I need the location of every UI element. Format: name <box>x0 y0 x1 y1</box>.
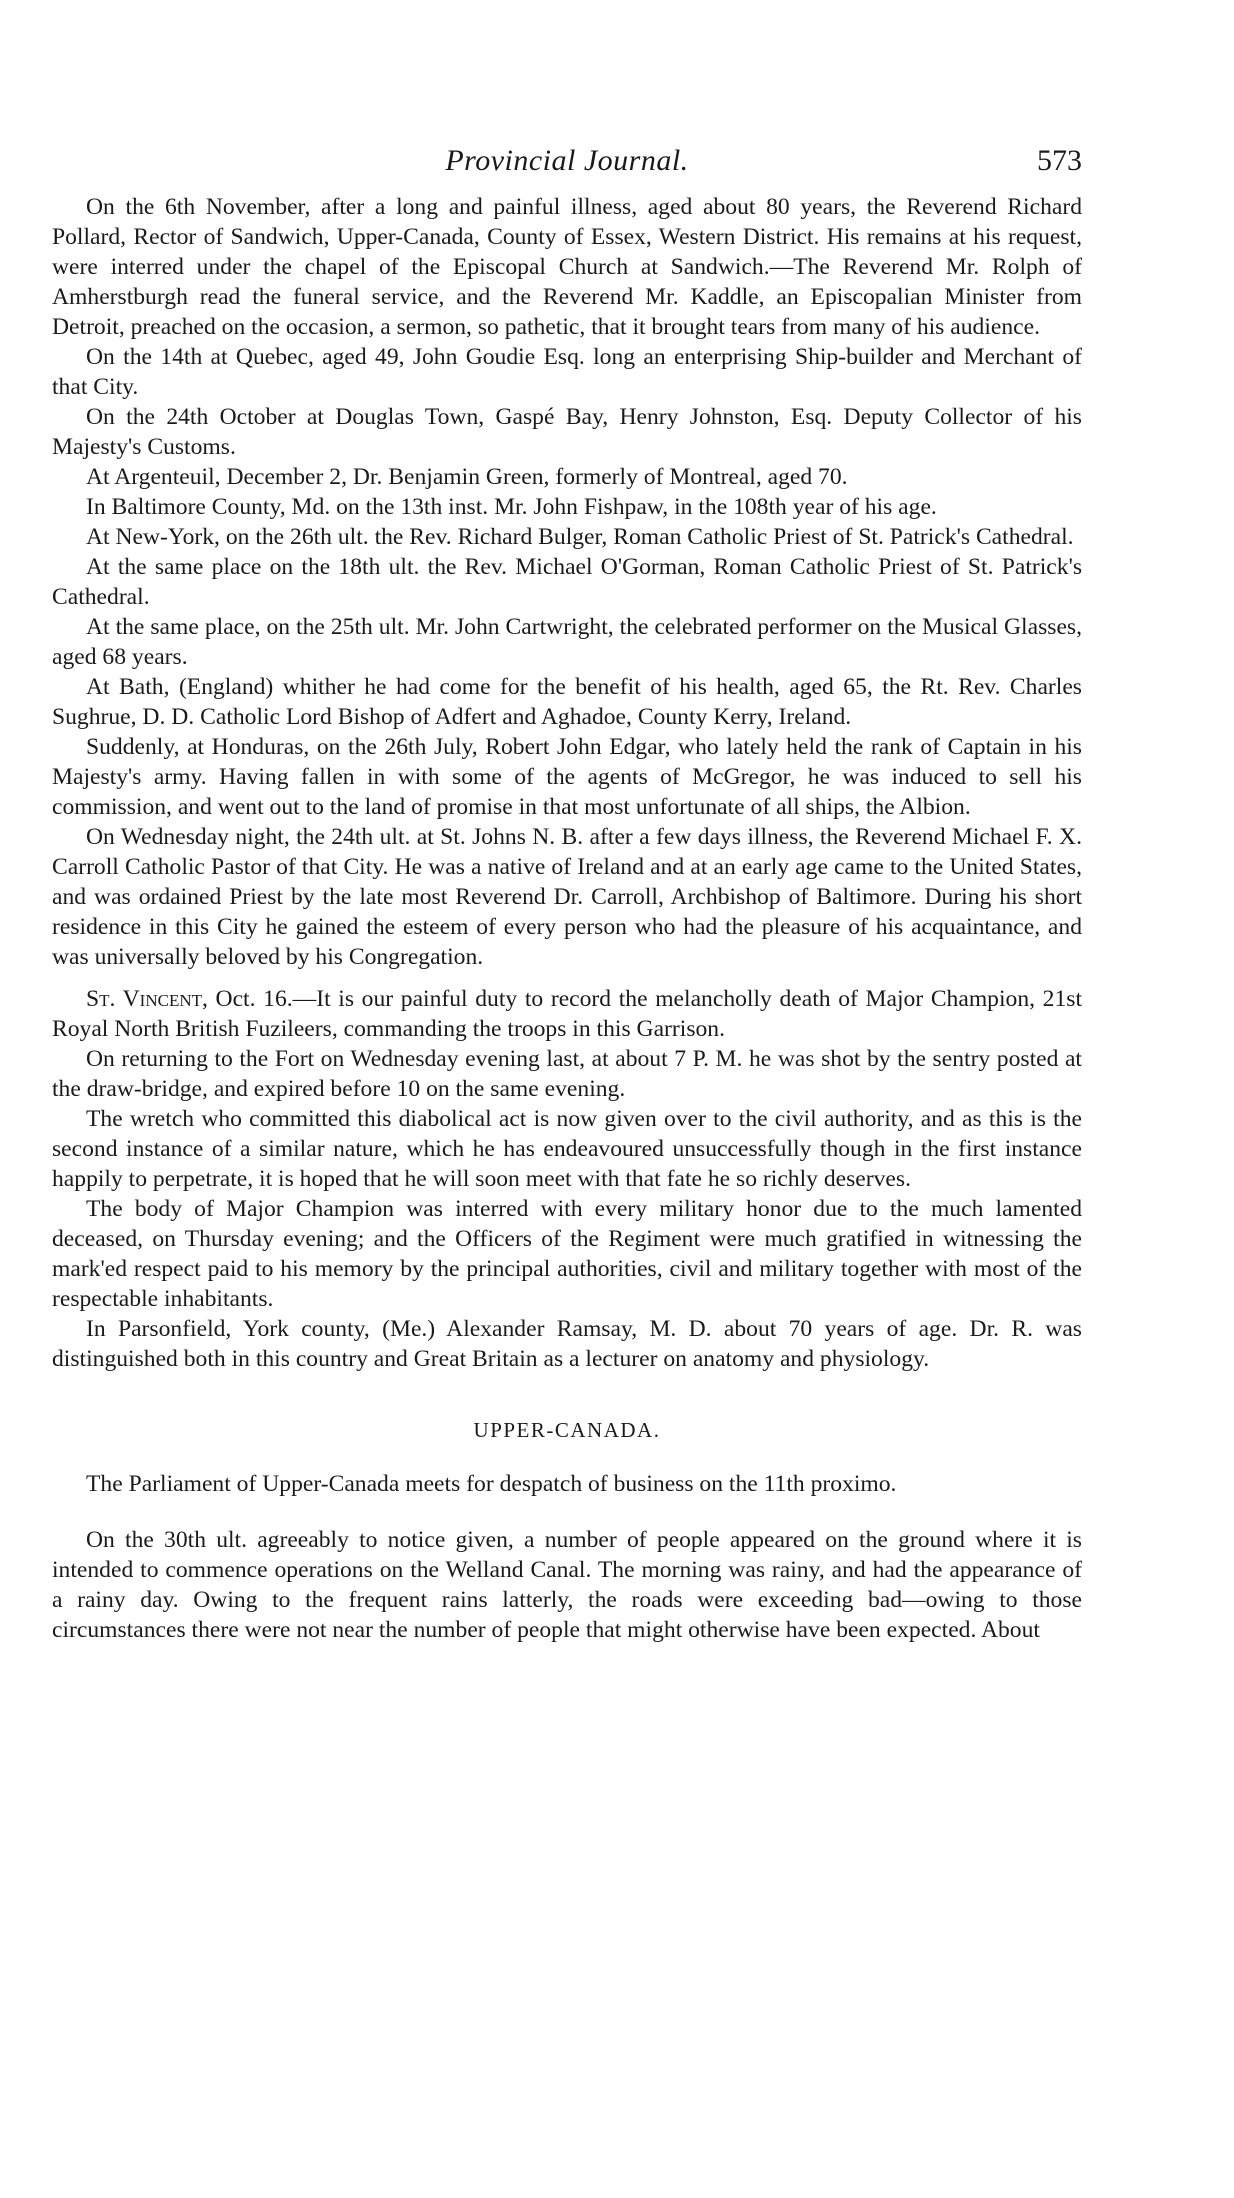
upper-canada-heading: UPPER-CANADA. <box>473 1418 661 1442</box>
obituary-paragraph: On the 24th October at Douglas Town, Gaspé Bay, Henry Johnston, Esq. Deputy Collector of his Majesty's Customs. <box>52 404 1082 460</box>
upper-canada-section <box>52 1418 1082 1645</box>
st-vincent-intro-paragraph <box>52 984 1082 1044</box>
upper-canada-paragraph: On the 30th ult. agreeably to notice given, a number of people appeared on the ground where it is intended to commence operations on the Welland Canal. The morning was rainy, and had the appearance of a rainy day. Owing to the frequent rains latterly, the roads were exceeding bad—owing to those circumstances there were not near the number of people that might otherwise have been expected. About <box>52 1527 1082 1643</box>
st-vincent-paragraph: On returning to the Fort on Wednesday evening last, at about 7 P. M. he was shot by the sentry posted at the draw-bridge, and expired before 10 on the same evening. <box>52 1046 1082 1102</box>
upper-canada-paragraph: The Parliament of Upper-Canada meets for despatch of business on the 11th proximo. <box>86 1471 897 1497</box>
running-head <box>52 140 1082 192</box>
page-number: 573 <box>1037 144 1082 177</box>
obituary-paragraph: On Wednesday night, the 24th ult. at St. Johns N. B. after a few days illness, the Reverend Michael F. X. Carroll Catholic Pastor of that City. He was a native of Ireland and at an early age came to the United States, and was ordained Priest by the late most Reverend Dr. Carroll, Archbishop of Baltimore. During his short residence in this City he gained the esteem of every person who had the pleasure of his acquaintance, and was universally beloved by his Congregation. <box>52 824 1082 970</box>
obituary-paragraph: Suddenly, at Honduras, on the 26th July, Robert John Edgar, who lately held the rank of Captain in his Majesty's army. Having fallen in with some of the agents of McGregor, he was induced to sell his commission, and went out to the land of promise in that most unfortunate of all ships, the Albion. <box>52 734 1082 820</box>
obituary-paragraph: On the 14th at Quebec, aged 49, John Goudie Esq. long an enterprising Ship-builder and Merchant of that City. <box>52 344 1082 400</box>
obituary-paragraph: In Baltimore County, Md. on the 13th inst. Mr. John Fishpaw, in the 108th year of his age. <box>86 494 937 520</box>
st-vincent-section <box>52 984 1082 1374</box>
obituary-paragraph: At Argenteuil, December 2, Dr. Benjamin Green, formerly of Montreal, aged 70. <box>86 464 848 490</box>
st-vincent-paragraph: The body of Major Champion was interred with every military honor due to the much lamented deceased, on Thursday evening; and the Officers of the Regiment were much gratified in witnessing the mark'ed respect paid to his memory by the principal authorities, civil and military together with most of the respectable inhabitants. <box>52 1196 1082 1312</box>
obituaries-section <box>52 192 1082 972</box>
st-vincent-paragraph: In Parsonfield, York county, (Me.) Alexander Ramsay, M. D. about 70 years of age. Dr. R. was distinguished both in this country and Great Britain as a lecturer on anatomy and physiology. <box>52 1316 1082 1372</box>
obituary-paragraph: At the same place, on the 25th ult. Mr. John Cartwright, the celebrated performer on the Musical Glasses, aged 68 years. <box>52 614 1082 670</box>
journal-page <box>52 140 1082 1645</box>
obituary-paragraph: At Bath, (England) whither he had come for the benefit of his health, aged 65, the Rt. Rev. Charles Sughrue, D. D. Catholic Lord Bishop of Adfert and Aghadoe, County Kerry, Ireland. <box>52 674 1082 730</box>
st-vincent-intro-text: Oct. 16.—It is our painful duty to record the melancholly death of Major Champion, 21st Royal North British Fuzileers, commanding the troops in this Garrison. <box>52 986 1083 1042</box>
running-title: Provincial Journal. <box>445 144 689 177</box>
obituary-paragraph: At New-York, on the 26th ult. the Rev. Richard Bulger, Roman Catholic Priest of St. Patrick's Cathedral. <box>86 524 1074 550</box>
obituary-paragraph: At the same place on the 18th ult. the Rev. Michael O'Gorman, Roman Catholic Priest of St. Patrick's Cathedral. <box>52 554 1082 610</box>
st-vincent-paragraph: The wretch who committed this diabolical act is now given over to the civil authority, and as this is the second instance of a similar nature, which he has endeavoured unsuccessfully though in the first instance happily to perpetrate, it is hoped that he will soon meet with that fate he so richly deserves. <box>52 1106 1082 1192</box>
st-vincent-dateline: St. Vincent, <box>86 986 208 1012</box>
obituary-paragraph: On the 6th November, after a long and painful illness, aged about 80 years, the Reverend Richard Pollard, Rector of Sandwich, Upper-Canada, County of Essex, Western District. His remains at his request, were interred under the chapel of the Episcopal Church at Sandwich.—The Reverend Mr. Rolph of Amherstburgh read the funeral service, and the Reverend Mr. Kaddle, an Episcopalian Minister from Detroit, preached on the occasion, a sermon, so pathetic, that it brought tears from many of his audience. <box>52 194 1082 340</box>
